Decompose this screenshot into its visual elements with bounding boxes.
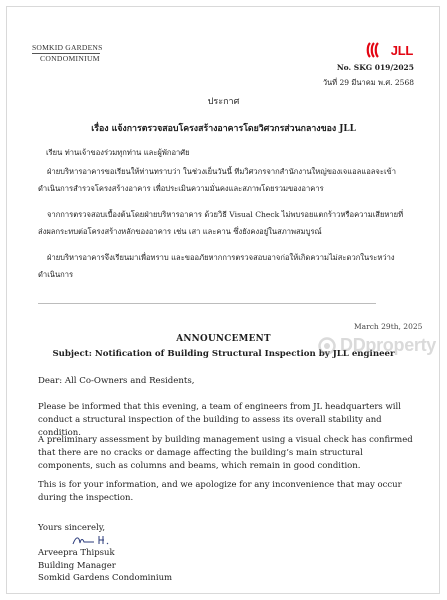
document-date-thai: วันที่ 29 มีนาคม พ.ศ. 2568 [322,78,414,87]
thai-title: ประกาศ [207,97,240,107]
signatory-title: Building Manager [38,560,116,571]
thai-paragraph-2: จากการตรวจสอบเบื้องต้นโดยฝ่ายบริหารอาคาร ด้วยวิธี Visual Check ไม่พบรอยแตกร้าวหรือความเสียหายที่ส่งผลกระทบต่อโครงสร้างหลักของอาคาร เช่น เสา และคาน ซึ่งยังคงอยู่ในสภาพสมบูรณ์ [38,210,404,236]
ddproperty-watermark [318,335,436,356]
watermark-text: DDproperty [340,335,437,355]
jll-logo [366,42,413,58]
condo-logo-line1: SOMKID GARDENS [32,43,103,52]
english-paragraph-2: A preliminary assessment by building management using a visual check has confirmed that there are no cracks or damage affecting the building’s main structural components, such as columns and beams, which remain in good condition. [38,435,413,471]
section-divider [38,303,376,304]
english-date: March 29th, 2025 [354,322,423,331]
english-subject: Subject: Notification of Building Structural Inspection by JLL engineer [52,349,395,359]
english-title: ANNOUNCEMENT [176,334,271,344]
handwritten-signature [70,533,120,547]
jll-mark-icon [366,42,388,58]
thai-subject: เรื่อง แจ้งการตรวจสอบโครงสร้างอาคารโดยวิศวกรส่วนกลางของ JLL [91,124,356,134]
signatory-org: Somkid Gardens Condominium [38,573,173,584]
ddproperty-logo-icon [318,337,336,355]
condo-logo-line2: CONDOMINIUM [40,54,100,63]
signature-block [38,522,172,585]
signatory-name: Arveepra Thipsuk [38,547,115,558]
thai-salutation: เรียน ท่านเจ้าของร่วมทุกท่าน และผู้พักอาศัย [46,148,190,157]
thai-paragraph-1: ฝ่ายบริหารอาคารขอเรียนให้ท่านทราบว่า ในช่วงเย็นวันนี้ ทีมวิศวกรจากสำนักงานใหญ่ของเจแอลแอลจะเข้าดำเนินการสำรวจโครงสร้างอาคาร เพื่อประเมินความมั่นคงและสภาพโดยรวมของอาคาร [38,167,397,193]
closing: Yours sincerely, [38,523,106,533]
document-number: No. SKG 019/2025 [336,63,414,72]
thai-paragraph-3: ฝ่ายบริหารอาคารจึงเรียนมาเพื่อทราบ และขออภัยหากการตรวจสอบอาจก่อให้เกิดความไม่สะดวกในระหว่างดำเนินการ [38,253,395,279]
condo-logo [32,43,103,63]
english-paragraph-3: This is for your information, and we apologize for any inconvenience that may occur during the inspection. [38,480,402,503]
english-salutation: Dear: All Co-Owners and Residents, [38,376,195,386]
english-paragraph-1: Please be informed that this evening, a team of engineers from JL headquarters will conduct a structural inspection of the building to assess its overall stability and condition. [38,402,401,438]
jll-logo-text: JLL [390,42,413,58]
